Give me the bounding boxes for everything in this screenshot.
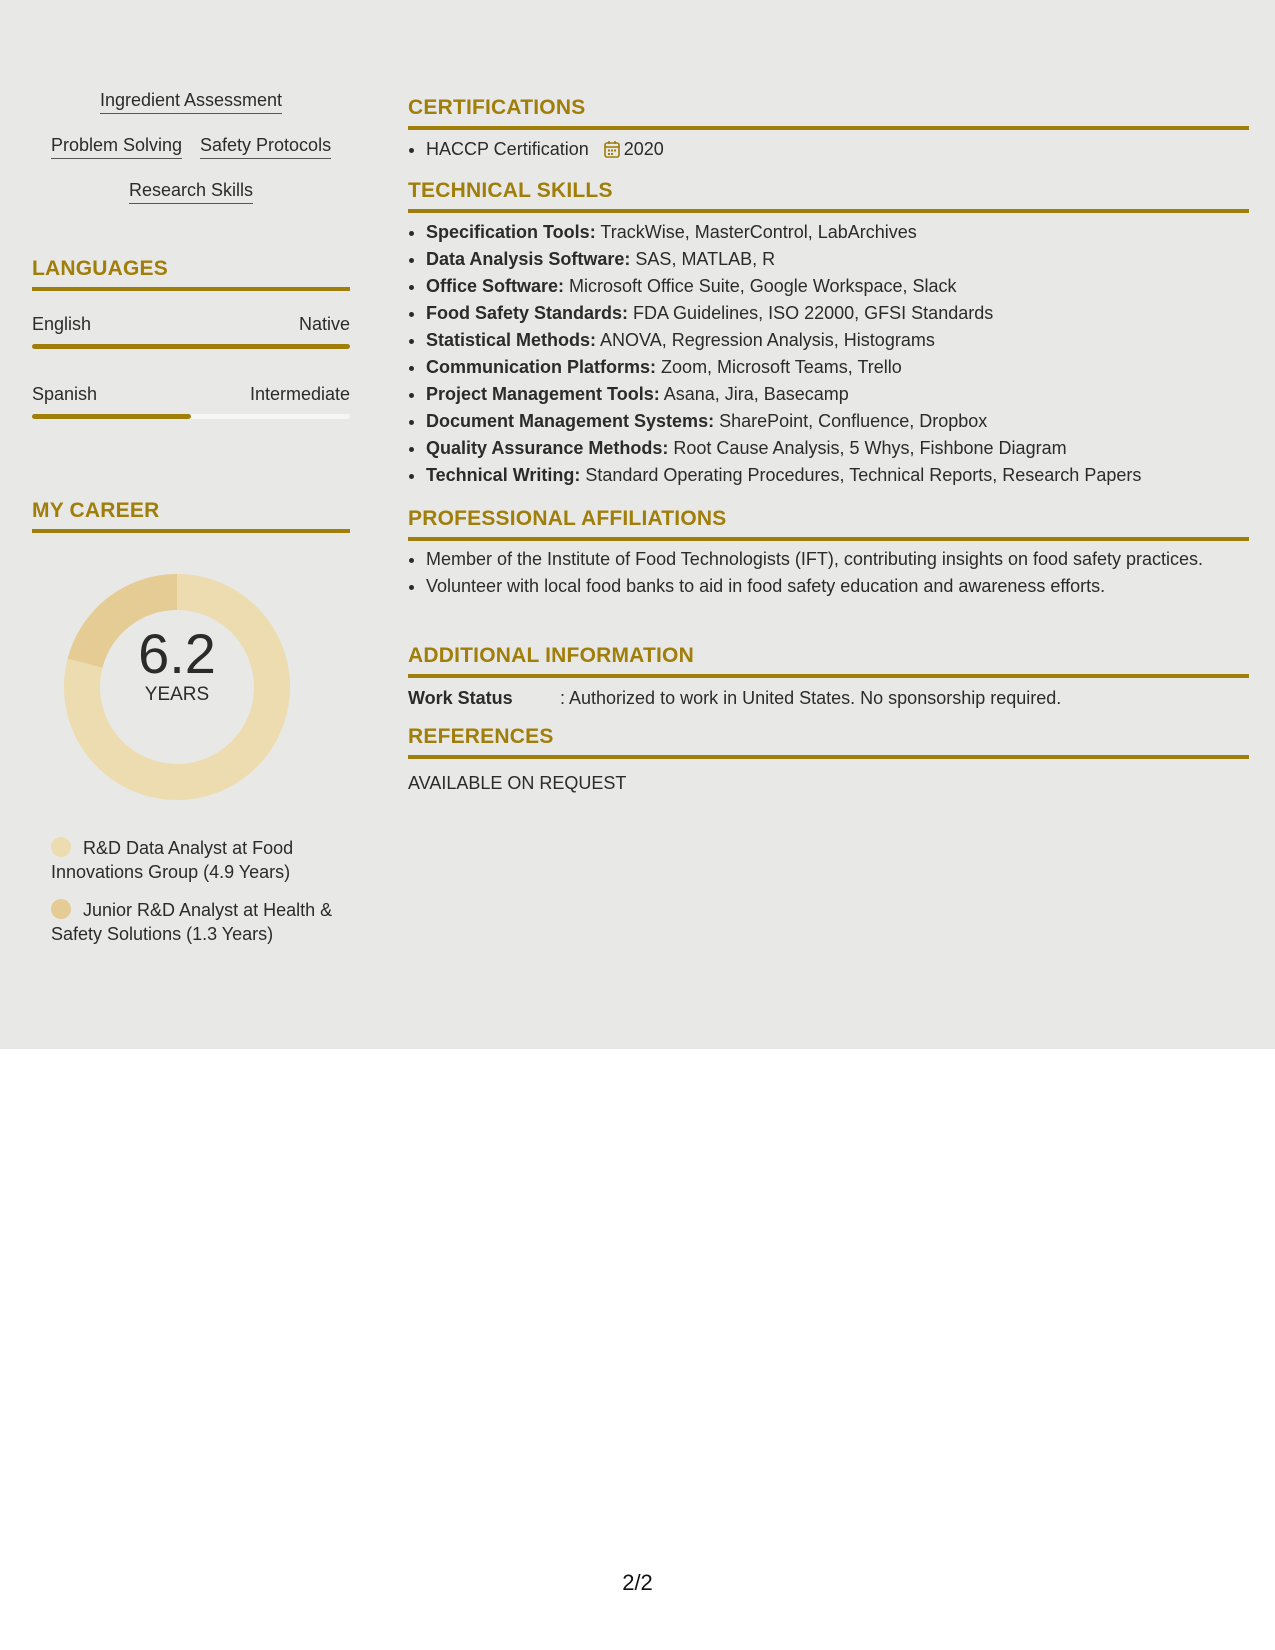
affiliation-item: • Volunteer with local food banks to aid in food safety education and awareness efforts. (426, 574, 1249, 598)
technical-skill-value: ANOVA, Regression Analysis, Histograms (600, 330, 935, 350)
technical-skill-value: TrackWise, MasterControl, LabArchives (600, 222, 917, 242)
legend-item (51, 898, 341, 946)
certification-year: 2020 (623, 139, 664, 159)
additional-info-heading: ADDITIONAL INFORMATION (408, 643, 1249, 678)
technical-skill-item (426, 408, 1249, 435)
skill-tag: Problem Solving (51, 133, 182, 159)
technical-skill-value: Zoom, Microsoft Teams, Trello (661, 357, 902, 377)
certification-name: HACCP Certification (426, 139, 589, 159)
technical-skill-label: Specification Tools: (426, 222, 596, 242)
references-section (408, 724, 1249, 795)
references-heading: REFERENCES (408, 724, 1249, 759)
work-status-row (408, 686, 1249, 710)
technical-skill-value: Root Cause Analysis, 5 Whys, Fishbone Diagram (673, 438, 1067, 458)
languages-heading: LANGUAGES (32, 256, 350, 291)
technical-skill-item (426, 435, 1249, 462)
technical-skill-label: Data Analysis Software: (426, 249, 631, 269)
legend-dot (51, 837, 71, 857)
additional-info-section (408, 643, 1249, 710)
technical-skill-item (426, 219, 1249, 246)
technical-skill-label: Quality Assurance Methods: (426, 438, 669, 458)
career-total-years: 6.2 (138, 622, 216, 685)
technical-skill-item (426, 327, 1249, 354)
technical-skill-value: SharePoint, Confluence, Dropbox (719, 411, 988, 431)
technical-skills-heading: TECHNICAL SKILLS (408, 178, 1249, 213)
career-years-unit: YEARS (144, 684, 210, 705)
skill-tag: Research Skills (129, 178, 253, 204)
language-bar (32, 414, 350, 419)
references-text: AVAILABLE ON REQUEST (408, 773, 627, 793)
technical-skills-list (408, 219, 1249, 489)
work-status-label: Work Status (408, 688, 513, 708)
technical-skill-label: Communication Platforms: (426, 357, 657, 377)
calendar-icon (604, 139, 620, 166)
certifications-section (408, 95, 1249, 166)
technical-skills-section (408, 178, 1249, 489)
legend-label: Junior R&D Analyst at Health & Safety Solutions (1.3 Years) (51, 900, 333, 944)
career-donut-chart (64, 574, 290, 800)
technical-skill-value: Standard Operating Procedures, Technical Reports, Research Papers (585, 465, 1142, 485)
career-heading: MY CAREER (32, 498, 350, 533)
technical-skill-value: FDA Guidelines, ISO 22000, GFSI Standards (633, 303, 994, 323)
legend-label: R&D Data Analyst at Food Innovations Group (4.9 Years) (51, 838, 294, 882)
technical-skill-item (426, 273, 1249, 300)
technical-skill-value: SAS, MATLAB, R (635, 249, 776, 269)
language-bar (32, 344, 350, 349)
skill-tag: Safety Protocols (200, 133, 331, 159)
technical-skill-label: Project Management Tools: (426, 384, 660, 404)
skill-tag: Ingredient Assessment (100, 88, 282, 114)
language-name: English (32, 314, 92, 334)
technical-skill-item (426, 381, 1249, 408)
language-english (32, 313, 350, 349)
legend-item (51, 836, 341, 884)
work-status-value: : Authorized to work in United States. No sponsorship required. (560, 688, 1062, 708)
technical-skill-item (426, 354, 1249, 381)
technical-skill-label: Technical Writing: (426, 465, 581, 485)
technical-skill-label: Document Management Systems: (426, 411, 715, 431)
affiliation-item: • Member of the Institute of Food Technologists (IFT), contributing insights on food safety practices. (426, 547, 1249, 571)
page-number: 2/2 (622, 1570, 653, 1595)
language-level: Native (298, 314, 350, 334)
affiliations-section (408, 506, 1249, 598)
certifications-heading: CERTIFICATIONS (408, 95, 1249, 130)
technical-skill-label: Food Safety Standards: (426, 303, 629, 323)
legend-dot (51, 899, 71, 919)
technical-skill-item (426, 462, 1249, 489)
technical-skill-value: Asana, Jira, Basecamp (663, 384, 849, 404)
technical-skill-value: Microsoft Office Suite, Google Workspace, Slack (569, 276, 957, 296)
language-level: Intermediate (249, 384, 350, 404)
technical-skill-item (426, 246, 1249, 273)
affiliations-heading: PROFESSIONAL AFFILIATIONS (408, 506, 1249, 541)
language-bar-fill (32, 414, 191, 419)
language-name: Spanish (32, 384, 98, 404)
language-bar-fill (32, 344, 350, 349)
skills-cloud (32, 88, 350, 223)
technical-skill-item (426, 300, 1249, 327)
technical-skill-label: Statistical Methods: (426, 330, 597, 350)
career-legend (51, 836, 341, 960)
language-spanish (32, 383, 350, 419)
technical-skill-label: Office Software: (426, 276, 565, 296)
certification-item (426, 136, 1249, 166)
